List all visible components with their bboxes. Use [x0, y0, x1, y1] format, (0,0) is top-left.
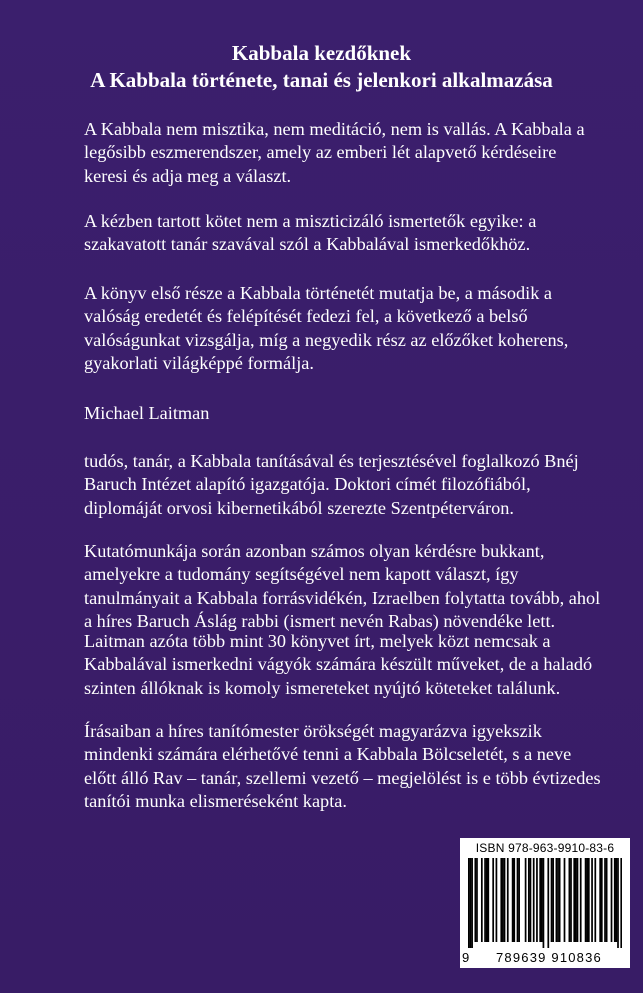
barcode-bar — [541, 858, 543, 942]
barcode-bar — [594, 858, 596, 942]
barcode-bar — [539, 858, 541, 942]
barcode-bar — [611, 858, 613, 942]
barcode-bar — [559, 858, 561, 942]
barcode-bar — [588, 858, 590, 942]
barcode-bar — [530, 858, 532, 942]
barcode-bar — [606, 858, 608, 942]
barcode-bar — [471, 858, 473, 948]
barcode-bar — [564, 858, 566, 942]
barcode-bar — [557, 858, 559, 942]
barcode-bar — [513, 858, 515, 942]
barcode-bar — [518, 858, 520, 942]
barcode-bar — [580, 858, 582, 942]
barcode-bar — [476, 858, 478, 942]
barcode-digit-groups: 789639 910836 — [496, 950, 602, 965]
barcode-bar — [533, 858, 535, 942]
author-legacy-paragraph: Írásaiban a híres tanítómester örökségét magyarázva igyekszik mindenki számára elérhetővé tenni a Kabbala Bölcseletét, s a neve előtt álló Rav – tanár, szellemi vezető – megjelölést is e több évtizedes tanítói munka elismeréseként kapta. — [84, 721, 601, 812]
barcode-bar — [577, 858, 579, 942]
barcode-bar — [617, 858, 619, 948]
isbn-label: ISBN 978-963-9910-83-6 — [475, 841, 615, 855]
intro-paragraph: A Kabbala nem misztika, nem meditáció, nem is vallás. A Kabbala a legősibb eszmerendszer, amely az emberi lét alapvető kérdéseire keresi és adja meg a választ. — [84, 119, 585, 186]
barcode-bars — [468, 858, 622, 948]
barcode-bar — [573, 858, 575, 942]
barcode-bar — [474, 858, 476, 942]
barcode-bar — [585, 858, 587, 942]
subtitle: A Kabbala története, tanai és jelenkori alkalmazása — [90, 68, 553, 92]
barcode-bar — [616, 858, 618, 942]
book-title — [0, 40, 643, 94]
barcode-bar — [507, 858, 509, 942]
contents-paragraph: A könyv első része a Kabbala történetét mutatja be, a második a valóság eredetét és felépítését fedezi fel, a következő a belső valóságunkat vizsgálja, míg a negyedik rész az előzőket koherens, gyakorlati világképpé formálja. — [84, 283, 569, 374]
barcode-bar — [569, 858, 571, 942]
isbn-barcode — [460, 838, 630, 968]
description-paragraph: A kézben tartott kötet nem a miszticizáló ismertetők egyike: a szakavatott tanár szavával szól a Kabbalával ismerkedőkhöz. — [84, 211, 537, 255]
barcode-bar — [468, 858, 470, 948]
barcode-bar — [525, 858, 527, 942]
barcode-bar — [512, 858, 514, 942]
barcode-bar — [551, 858, 553, 942]
barcode-bar — [487, 858, 489, 942]
barcode-bar — [604, 858, 606, 942]
barcode-bar — [543, 858, 545, 948]
barcode-bar — [570, 858, 572, 942]
barcode-bar — [470, 858, 472, 948]
author-works-paragraph: Laitman azóta több mint 30 könyvet írt, melyek közt nemcsak a Kabbalával ismerkedni vágyók számára készült műveket, de a haladó szinten állóknak is komoly ismereteket nyújtó köteteket találunk. — [84, 631, 593, 698]
barcode-bar — [586, 858, 588, 942]
barcode-bar — [492, 858, 494, 942]
title-line-1: Kabbala kezdőknek — [231, 41, 412, 65]
barcode-bar — [599, 858, 601, 942]
barcode-bar — [552, 858, 554, 942]
barcode-bar — [591, 858, 593, 942]
barcode-bar — [536, 858, 538, 942]
barcode-bar — [484, 858, 486, 942]
barcode-lead-digit: 9 — [462, 950, 471, 965]
barcode-bar — [481, 858, 483, 942]
barcode-bar — [500, 858, 502, 942]
barcode-bar — [486, 858, 488, 942]
author-bio-paragraph: tudós, tanár, a Kabbala tanításával és terjesztésével foglalkozó Bnéj Baruch Intézet alapító igazgatója. Doktori címét filozófiából, diplomáját orvosi kibernetikából szerezte Szentpéterváron. — [84, 451, 579, 518]
barcode-bar — [556, 858, 558, 942]
barcode-bar — [620, 858, 622, 948]
barcode-bar — [502, 858, 504, 942]
barcode-bar — [504, 858, 506, 942]
barcode-bar — [601, 858, 603, 942]
author-name: Michael Laitman — [84, 403, 210, 423]
barcode-bar — [575, 858, 577, 942]
barcode-bar — [517, 858, 519, 942]
barcode-bar — [528, 858, 530, 942]
barcode-bar — [496, 858, 498, 942]
barcode-bar — [614, 858, 616, 942]
author-research-paragraph: Kutatómunkája során azonban számos olyan kérdésre bukkant, amelyekre a tudomány segítségével nem kapott választ, így tanulmányait a Kabbala forrásvidékén, Izraelben folytatta tovább, ahol a híres Baruch Áslág rabbi (ismert nevén Rabas) növendéke lett. — [84, 541, 601, 632]
barcode-bar — [547, 858, 549, 948]
